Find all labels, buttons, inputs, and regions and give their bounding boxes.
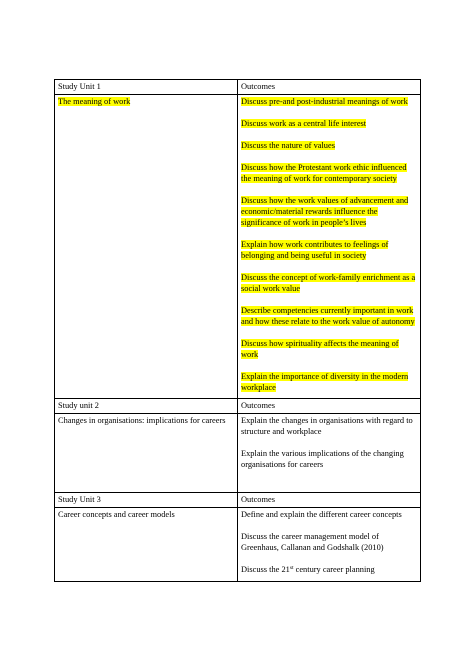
outcome-item: Discuss how the work values of advancement and economic/material rewards influence the significance of work in people’s lives (241, 196, 409, 227)
outcome-item: Discuss work as a central life interest (241, 119, 367, 128)
unit-title-cell (55, 95, 238, 399)
outcome-item: Describe competencies currently important in work and how these relate to the work value of autonomy (241, 306, 415, 326)
outcomes-cell (238, 414, 421, 493)
unit-title: Career concepts and career models (58, 510, 175, 519)
outcome-item: Discuss the 21st century career planning (241, 565, 375, 574)
outcome-item: Explain the various implications of the changing organisations for careers (241, 449, 404, 469)
unit-heading: Study Unit 1 (55, 80, 238, 95)
outcomes-cell (238, 508, 421, 582)
outcomes-heading: Outcomes (238, 399, 421, 414)
outcome-item: Discuss the career management model of Greenhaus, Callanan and Godshalk (2010) (241, 532, 384, 552)
outcome-item: Explain how work contributes to feelings of belonging and being useful in society (241, 240, 389, 260)
unit-heading: Study Unit 3 (55, 493, 238, 508)
unit-header-row (55, 80, 421, 95)
outcome-item: Explain the changes in organisations with regard to structure and workplace (241, 416, 413, 436)
unit-header-row (55, 493, 421, 508)
outcomes-heading: Outcomes (238, 493, 421, 508)
unit-title-cell (55, 414, 238, 493)
outcome-item: Discuss the concept of work-family enrichment as a social work value (241, 273, 416, 293)
outcome-item: Discuss pre-and post-industrial meanings of work (241, 97, 408, 106)
study-units-table (54, 79, 421, 582)
outcomes-heading: Outcomes (238, 80, 421, 95)
unit-content-row (55, 414, 421, 493)
unit-title: Changes in organisations: implications for careers (58, 416, 226, 425)
unit-header-row (55, 399, 421, 414)
outcome-item: Explain the importance of diversity in the modern workplace (241, 372, 409, 392)
unit-content-row (55, 95, 421, 399)
outcome-item: Discuss how spirituality affects the meaning of work (241, 339, 399, 359)
unit-title-cell (55, 508, 238, 582)
unit-heading: Study unit 2 (55, 399, 238, 414)
outcome-item: Discuss how the Protestant work ethic influenced the meaning of work for contemporary society (241, 163, 407, 183)
unit-content-row (55, 508, 421, 582)
unit-title: The meaning of work (58, 97, 131, 106)
outcome-item: Define and explain the different career concepts (241, 510, 402, 519)
outcomes-cell (238, 95, 421, 399)
outcome-item: Discuss the nature of values (241, 141, 335, 150)
